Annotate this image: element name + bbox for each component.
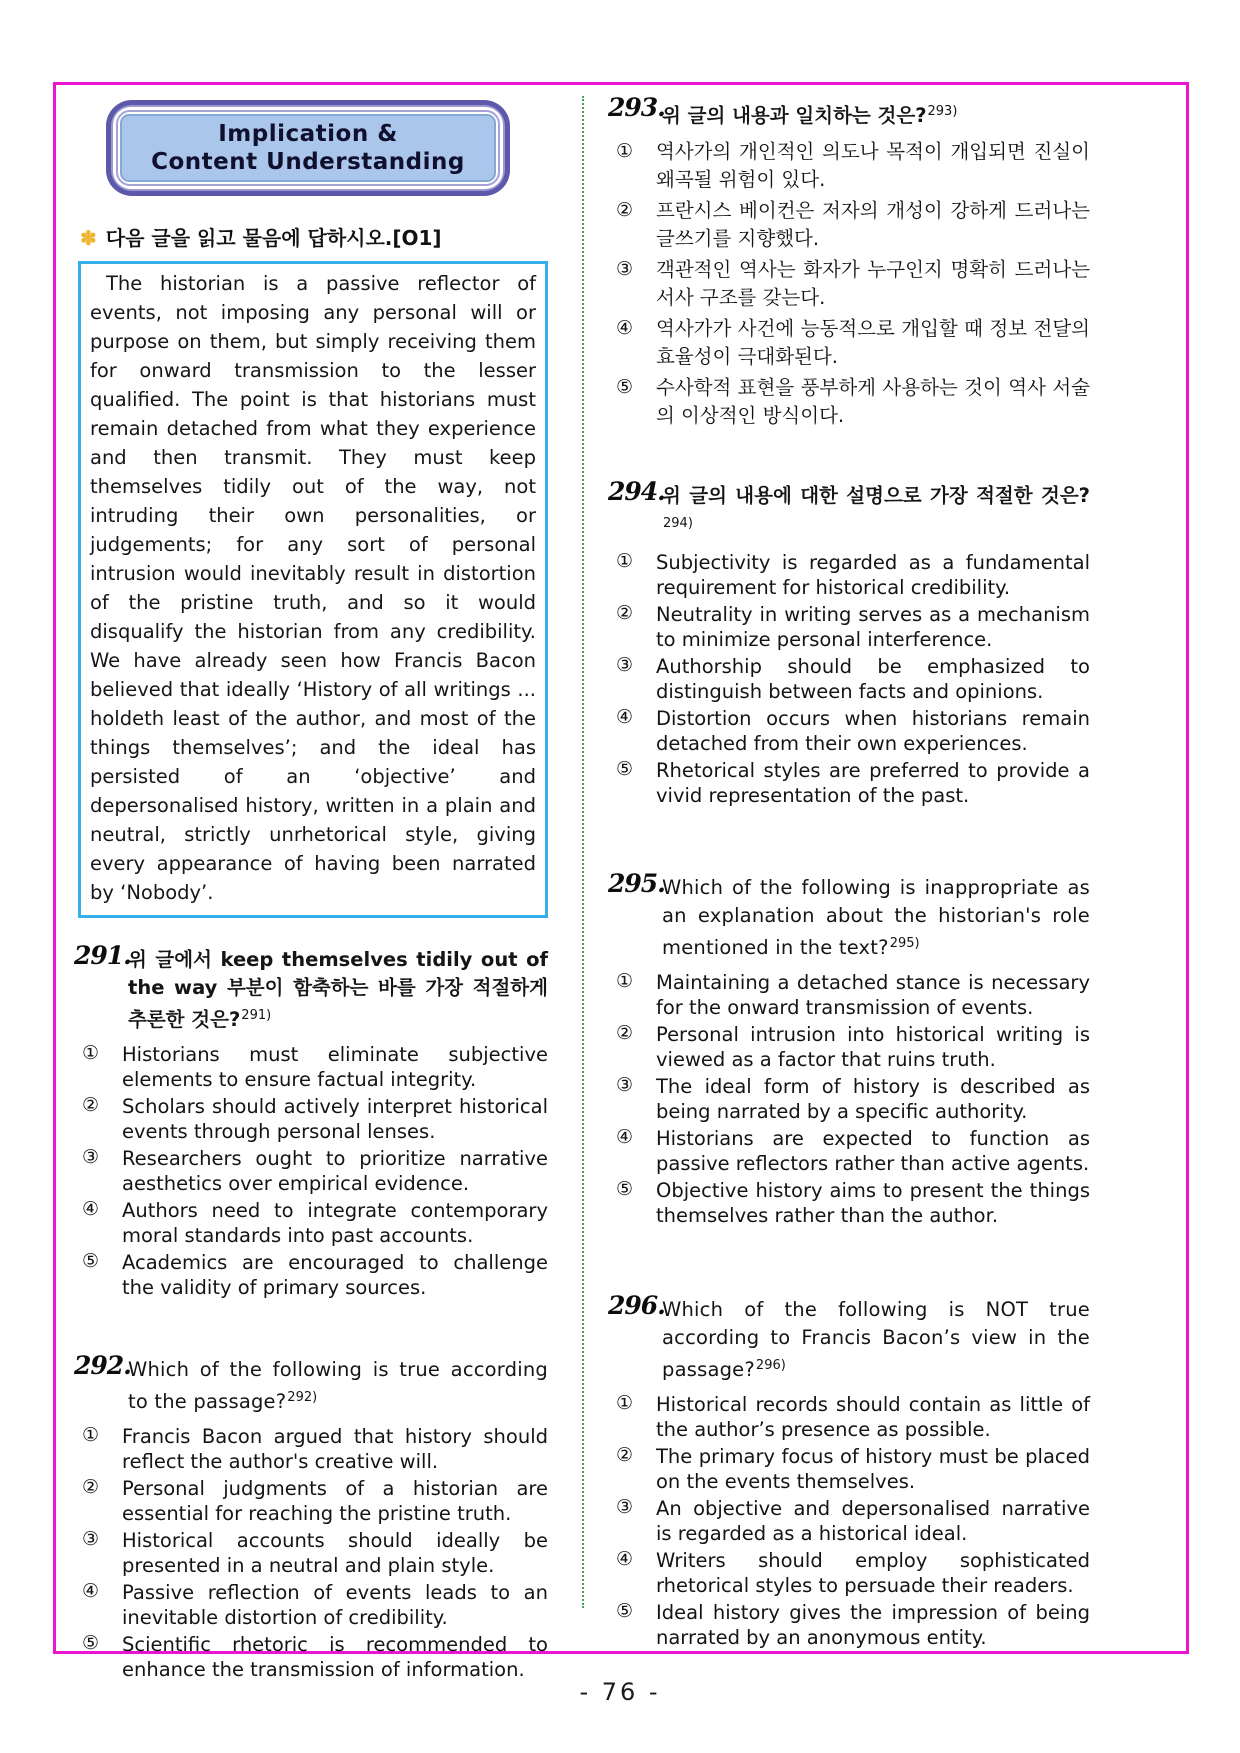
option-text: Neutrality in writing serves as a mechanism to minimize personal interference. bbox=[656, 603, 1090, 651]
option-number: ④ bbox=[616, 1126, 634, 1148]
option-294-4 bbox=[612, 706, 1090, 756]
option-text: The ideal form of history is described as being narrated by a specific authority. bbox=[656, 1075, 1090, 1123]
question-293-prompt: 위 글의 내용과 일치하는 것은? bbox=[662, 104, 927, 127]
option-text: 역사가가 사건에 능동적으로 개입할 때 정보 전달의 효율성이 극대화된다. bbox=[656, 317, 1090, 368]
option-295-5 bbox=[612, 1178, 1090, 1228]
option-296-2 bbox=[612, 1444, 1090, 1494]
option-text: The primary focus of history must be placed on the events themselves. bbox=[656, 1445, 1090, 1493]
option-296-1 bbox=[612, 1392, 1090, 1442]
instruction-line bbox=[80, 222, 548, 251]
option-291-5 bbox=[78, 1250, 548, 1300]
option-text: 수사학적 표현을 풍부하게 사용하는 것이 역사 서술의 이상적인 방식이다. bbox=[656, 376, 1090, 427]
question-296-number: 296. bbox=[608, 1291, 665, 1320]
option-296-3 bbox=[612, 1496, 1090, 1546]
option-text: Passive reflection of events leads to an inevitable distortion of credibility. bbox=[122, 1581, 548, 1629]
option-295-3 bbox=[612, 1074, 1090, 1124]
question-291-prompt: 위 글에서 keep themselves tidily out of the way 부분이 함축하는 바를 가장 적절하게 추론한 것은? bbox=[128, 948, 548, 1031]
question-296 bbox=[608, 1291, 1090, 1650]
option-number: ⑤ bbox=[616, 1600, 634, 1622]
option-291-3 bbox=[78, 1146, 548, 1196]
badge-title-line1: Implication & bbox=[218, 121, 398, 147]
option-number: ⑤ bbox=[82, 1250, 100, 1272]
question-295-header bbox=[608, 869, 1090, 962]
option-295-4 bbox=[612, 1126, 1090, 1176]
option-number: ③ bbox=[616, 1496, 634, 1518]
option-294-1 bbox=[612, 550, 1090, 600]
option-text: Historical records should contain as little of the author’s presence as possible. bbox=[656, 1393, 1090, 1441]
option-293-4 bbox=[612, 315, 1090, 371]
flower-icon: ✽ bbox=[80, 226, 97, 250]
option-number: ③ bbox=[616, 258, 634, 280]
right-column bbox=[608, 93, 1090, 1652]
option-text: Distortion occurs when historians remain detached from their own experiences. bbox=[656, 707, 1090, 755]
question-296-options bbox=[612, 1392, 1090, 1650]
option-293-3 bbox=[612, 256, 1090, 312]
option-293-2 bbox=[612, 197, 1090, 253]
option-text: 역사가의 개인적인 의도나 목적이 개입되면 진실이 왜곡될 위험이 있다. bbox=[656, 140, 1090, 191]
option-text: Authorship should be emphasized to distinguish between facts and opinions. bbox=[656, 655, 1090, 703]
option-number: ⑤ bbox=[82, 1632, 100, 1654]
option-text: Writers should employ sophisticated rhetorical styles to persuade their readers. bbox=[656, 1549, 1090, 1597]
option-text: Historians must eliminate subjective elements to ensure factual integrity. bbox=[122, 1043, 548, 1091]
option-number: ① bbox=[616, 550, 634, 572]
option-number: ② bbox=[616, 1444, 634, 1466]
question-292-number: 292. bbox=[74, 1351, 131, 1380]
question-296-note: 296) bbox=[755, 1358, 786, 1373]
option-text: Ideal history gives the impression of being narrated by an anonymous entity. bbox=[656, 1601, 1090, 1649]
badge-title-line2: Content Understanding bbox=[151, 149, 465, 175]
option-text: An objective and depersonalised narrative is regarded as a historical ideal. bbox=[656, 1497, 1090, 1545]
option-text: Subjectivity is regarded as a fundamental requirement for historical credibility. bbox=[656, 551, 1090, 599]
option-text: Francis Bacon argued that history should reflect the author's creative will. bbox=[122, 1425, 548, 1473]
option-number: ① bbox=[616, 970, 634, 992]
option-292-2 bbox=[78, 1476, 548, 1526]
option-292-5 bbox=[78, 1632, 548, 1682]
question-294-header bbox=[608, 477, 1090, 542]
question-291-options bbox=[78, 1042, 548, 1300]
option-text: 객관적인 역사는 화자가 누구인지 명확히 드러나는 서사 구조를 갖는다. bbox=[656, 258, 1090, 309]
option-294-2 bbox=[612, 602, 1090, 652]
option-292-4 bbox=[78, 1580, 548, 1630]
question-294-prompt: 위 글의 내용에 대한 설명으로 가장 적절한 것은? bbox=[662, 484, 1090, 507]
header-badge bbox=[106, 100, 510, 196]
question-296-prompt: Which of the following is NOT true according to Francis Bacon’s view in the passage? bbox=[662, 1298, 1090, 1381]
column-divider bbox=[582, 96, 584, 1608]
option-number: ① bbox=[616, 1392, 634, 1414]
question-292-options bbox=[78, 1424, 548, 1682]
option-number: ② bbox=[616, 602, 634, 624]
option-292-1 bbox=[78, 1424, 548, 1474]
option-number: ② bbox=[616, 1022, 634, 1044]
question-294-options bbox=[612, 550, 1090, 808]
question-293-number: 293. bbox=[608, 93, 665, 122]
option-text: Scholars should actively interpret historical events through personal lenses. bbox=[122, 1095, 548, 1143]
question-291-header bbox=[74, 941, 548, 1034]
option-295-2 bbox=[612, 1022, 1090, 1072]
question-295-note: 295) bbox=[889, 936, 920, 951]
question-295 bbox=[608, 869, 1090, 1228]
question-292-header bbox=[74, 1351, 548, 1416]
question-293-options bbox=[612, 138, 1090, 430]
option-number: ⑤ bbox=[616, 758, 634, 780]
question-292-note: 292) bbox=[287, 1390, 318, 1405]
option-number: ② bbox=[616, 199, 634, 221]
question-291 bbox=[74, 941, 548, 1300]
option-number: ③ bbox=[616, 654, 634, 676]
option-292-3 bbox=[78, 1528, 548, 1578]
option-number: ③ bbox=[82, 1146, 100, 1168]
option-293-1 bbox=[612, 138, 1090, 194]
option-number: ④ bbox=[616, 706, 634, 728]
option-291-1 bbox=[78, 1042, 548, 1092]
option-number: ⑤ bbox=[616, 1178, 634, 1200]
option-number: ⑤ bbox=[616, 376, 634, 398]
question-295-prompt: Which of the following is inappropriate as an explanation about the historian's role mentioned in the text? bbox=[662, 876, 1090, 959]
option-text: Rhetorical styles are preferred to provide a vivid representation of the past. bbox=[656, 759, 1090, 807]
option-text: Historians are expected to function as passive reflectors rather than active agents. bbox=[656, 1127, 1090, 1175]
left-column bbox=[74, 98, 548, 1684]
passage-box: The historian is a passive reflector of events, not imposing any personal will or purpose on them, but simply receiving them for onward transmission to the lesser qualified. The point is that historians must remain detached from what they experience and then transmit. They must keep themselves tidily out of the way, not intruding their own personalities, or judgements; for any sort of personal intrusion would inevitably result in distortion of the pristine truth, and so it would disqualify the historian from any credibility. We have already seen how Francis Bacon believed that ideally ‘History of all writings ... holdeth least of the author, and most of the things themselves’; and the ideal has persisted of an ‘objective’ and depersonalised history, written in a plain and neutral, strictly unrhetorical style, giving every appearance of having been narrated by ‘Nobody’. bbox=[78, 261, 548, 918]
question-294-note: 294) bbox=[663, 516, 693, 531]
question-293-note: 293) bbox=[927, 104, 958, 119]
option-number: ② bbox=[82, 1476, 100, 1498]
option-number: ① bbox=[82, 1042, 100, 1064]
option-text: Maintaining a detached stance is necessary for the onward transmission of events. bbox=[656, 971, 1090, 1019]
question-292 bbox=[74, 1351, 548, 1682]
option-text: Authors need to integrate contemporary moral standards into past accounts. bbox=[122, 1199, 548, 1247]
option-number: ① bbox=[616, 140, 634, 162]
option-293-5 bbox=[612, 374, 1090, 430]
question-291-number: 291. bbox=[74, 941, 131, 970]
option-296-4 bbox=[612, 1548, 1090, 1598]
option-number: ② bbox=[82, 1094, 100, 1116]
option-294-3 bbox=[612, 654, 1090, 704]
option-text: Personal judgments of a historian are essential for reaching the pristine truth. bbox=[122, 1477, 548, 1525]
option-296-5 bbox=[612, 1600, 1090, 1650]
option-text: 프란시스 베이컨은 저자의 개성이 강하게 드러나는 글쓰기를 지향했다. bbox=[656, 199, 1090, 250]
option-text: Personal intrusion into historical writing is viewed as a factor that ruins truth. bbox=[656, 1023, 1090, 1071]
option-291-2 bbox=[78, 1094, 548, 1144]
question-292-prompt: Which of the following is true according to the passage? bbox=[128, 1358, 548, 1413]
option-number: ③ bbox=[82, 1528, 100, 1550]
option-291-4 bbox=[78, 1198, 548, 1248]
question-291-note: 291) bbox=[241, 1008, 272, 1023]
question-295-options bbox=[612, 970, 1090, 1228]
question-294-number: 294. bbox=[608, 477, 665, 506]
option-number: ④ bbox=[616, 1548, 634, 1570]
question-293-header bbox=[608, 93, 1090, 130]
option-number: ① bbox=[82, 1424, 100, 1446]
question-296-header bbox=[608, 1291, 1090, 1384]
option-text: Objective history aims to present the things themselves rather than the author. bbox=[656, 1179, 1090, 1227]
instruction-text: 다음 글을 읽고 물음에 답하시오.[O1] bbox=[105, 226, 442, 250]
option-294-5 bbox=[612, 758, 1090, 808]
question-295-number: 295. bbox=[608, 869, 665, 898]
option-text: Historical accounts should ideally be presented in a neutral and plain style. bbox=[122, 1529, 548, 1577]
question-293 bbox=[608, 93, 1090, 430]
option-number: ④ bbox=[82, 1198, 100, 1220]
option-number: ④ bbox=[82, 1580, 100, 1602]
question-294 bbox=[608, 477, 1090, 808]
option-text: Academics are encouraged to challenge the validity of primary sources. bbox=[122, 1251, 548, 1299]
page-number: - 76 - bbox=[579, 1678, 661, 1706]
option-number: ④ bbox=[616, 317, 634, 339]
option-295-1 bbox=[612, 970, 1090, 1020]
option-text: Scientific rhetoric is recommended to enhance the transmission of information. bbox=[122, 1633, 548, 1681]
option-number: ③ bbox=[616, 1074, 634, 1096]
option-text: Researchers ought to prioritize narrative aesthetics over empirical evidence. bbox=[122, 1147, 548, 1195]
